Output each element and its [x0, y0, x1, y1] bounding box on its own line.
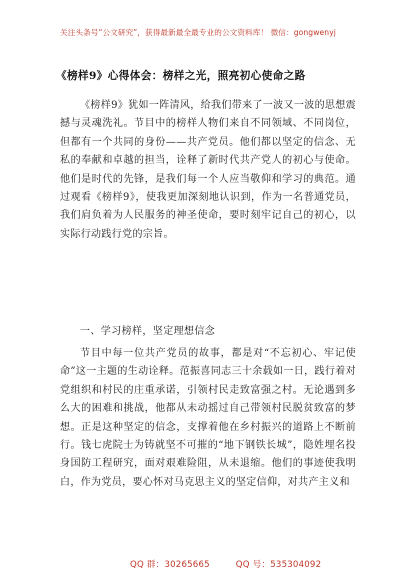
paragraph-intro: 《榜样9》犹如一阵清风，给我们带来了一波又一波的思想震撼与灵魂洗礼。节目中的榜样人物们来自不同领域、不同岗位，但都有一个共同的身份——共产党员。他们都以坚定的信念、无私的奉献和卓越的担当，诠释了新时代共产党人的初心与使命。他们是时代的先锋，是我们每一个人应当敬仰和学习的典范。通过观看《榜样9》，使我更加深刻地认识到，作为一名普通党员，我们肩负着为人民服务的神圣使命，要时刻牢记自己的初心，以实际行动践行党的宗旨。 [60, 100, 356, 240]
footer-qq-group: QQ 群：30265665 [130, 560, 210, 570]
header-promo-note: 关注头条号“公文研究”，获得最新最全最专业的公文资料库！ 微信：gongwenyj [60, 28, 336, 37]
footer-qq-number: QQ 号：535304092 [235, 560, 322, 570]
footer-contact [130, 558, 321, 570]
paragraph-section-one: 节目中每一位共产党员的故事，都是对“不忘初心、牢记使命”这一主题的生动诠释。范振喜同志三十余载如一日，践行着对党组织和村民的庄重承诺，引领村民走致富强之村。无论遇到多么大的困难和挑战，他都从未动摇过自己带领村民脱贫致富的梦想。正是这种坚定的信念，支撑着他在乡村振兴的道路上不断前行。钱七虎院士为铸就坚不可摧的“地下钢铁长城”，隐姓埋名投身国防工程研究，面对艰难险阻，从未退缩。他们的事迹使我明白，作为党员，要心怀对马克思主义的坚定信仰，对共产主义和 [60, 348, 356, 488]
section-heading: 一、学习榜样，坚定理想信念 [80, 326, 216, 337]
document-title: 《榜样9》心得体会：榜样之光，照亮初心使命之路 [56, 70, 306, 82]
